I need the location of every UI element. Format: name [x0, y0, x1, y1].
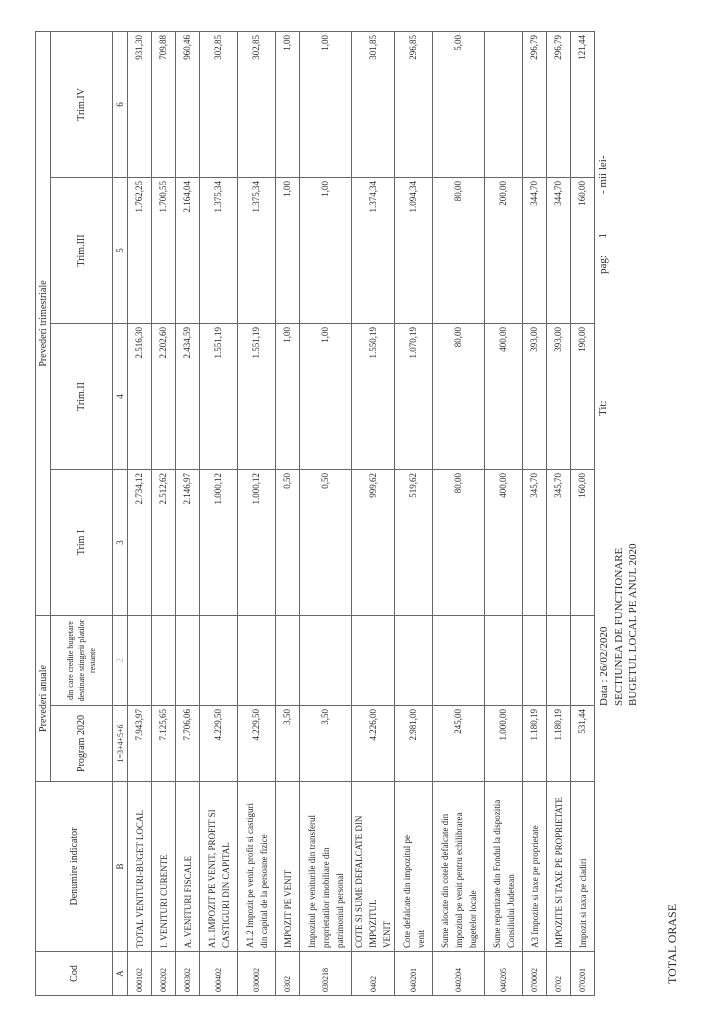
row-trim1: 80,00: [433, 469, 485, 615]
row-denumire-line: A1.2 Impozit pe venit, profit si castiguri: [244, 803, 255, 948]
row-din-care: [352, 615, 395, 705]
row-trim4: 931,30: [128, 31, 152, 177]
row-denumire: [176, 782, 200, 952]
row-din-care: [152, 615, 176, 705]
row-cod: 000302: [176, 952, 200, 996]
row-trim4: 1,00: [276, 31, 300, 177]
row-program: 1.180,19: [547, 706, 571, 782]
row-trim4: 709,88: [152, 31, 176, 177]
row-trim2: 393,00: [547, 323, 571, 469]
row-program: 7.125,65: [152, 706, 176, 782]
row-program: 3,50: [300, 706, 352, 782]
row-denumire-line: A3 Impozite si taxe pe proprietate: [529, 825, 540, 948]
table-row: [276, 31, 300, 995]
row-denumire: [200, 782, 238, 952]
row-trim2: 1,00: [300, 323, 352, 469]
row-din-care: [547, 615, 571, 705]
col-index-2: 2: [113, 615, 128, 705]
row-trim3: 1.094,34: [395, 177, 433, 323]
row-din-care: [485, 615, 523, 705]
row-denumire-line: Cote defalcate din impozitul pe: [401, 835, 412, 948]
table-row: [547, 31, 571, 995]
col-index-a: A: [113, 952, 128, 996]
page-value: 1: [597, 233, 609, 239]
table-row: [485, 31, 523, 995]
row-trim3: 1.762,25: [128, 177, 152, 323]
row-din-care: [176, 615, 200, 705]
row-denumire-line: Impozitul pe veniturile din transferul: [306, 815, 317, 948]
col-index-4: 4: [113, 323, 128, 469]
row-program: 1.180,19: [523, 706, 547, 782]
header-din-care: din care credite bugetare destinate stingerii platilor restante: [51, 615, 113, 705]
page-label: pag:: [597, 255, 609, 274]
row-denumire-line: Sume alocate din cotele defalcate din: [439, 813, 450, 948]
table-row: [300, 31, 352, 995]
row-trim2: 1.550,19: [352, 323, 395, 469]
row-program: 2.981,00: [395, 706, 433, 782]
row-trim2: 1,00: [276, 323, 300, 469]
row-din-care: [128, 615, 152, 705]
table-row: [395, 31, 433, 995]
table-row: [433, 31, 485, 995]
row-denumire: [128, 782, 152, 952]
row-denumire-line: din capital de la persoane fizice: [258, 834, 269, 948]
col-index-6: 6: [113, 31, 128, 177]
row-denumire-line: Sume repartizate din Fondul la dispozitia: [491, 799, 502, 948]
row-denumire-line: I. VENITURI CURENTE: [158, 854, 169, 948]
row-din-care: [238, 615, 276, 705]
row-denumire-line: TOTAL VENITURI-BUGET LOCAL: [134, 810, 145, 948]
row-denumire-line: CASTIGURI DIN CAPITAL: [220, 842, 231, 948]
header-trim4: Trim.IV: [51, 31, 113, 177]
row-denumire-line: A. VENITURI FISCALE: [182, 855, 193, 948]
header-trim1: Trim I: [51, 469, 113, 615]
row-trim2: 393,00: [523, 323, 547, 469]
row-trim1: 0,50: [300, 469, 352, 615]
row-program: 4.229,50: [238, 706, 276, 782]
row-trim3: 1.375,34: [200, 177, 238, 323]
col-index-b: B: [113, 782, 128, 952]
row-cod: 070002: [523, 952, 547, 996]
row-trim2: 400,00: [485, 323, 523, 469]
table-row: [176, 31, 200, 995]
row-trim1: 345,70: [547, 469, 571, 615]
row-din-care: [571, 615, 595, 705]
table-row: [152, 31, 176, 995]
report-scope: TOTAL ORASE: [665, 903, 679, 984]
row-trim3: 2.164,04: [176, 177, 200, 323]
row-trim1: 1.000,12: [200, 469, 238, 615]
row-trim1: 999,62: [352, 469, 395, 615]
budget-table: [35, 31, 595, 996]
row-denumire-line: Consiliului Judetean: [505, 874, 516, 948]
row-cod: 0702: [547, 952, 571, 996]
row-program: 4.226,00: [352, 706, 395, 782]
row-denumire: [352, 782, 395, 952]
row-trim2: 1.070,19: [395, 323, 433, 469]
row-trim2: 190,00: [571, 323, 595, 469]
table-row: [571, 31, 595, 995]
row-trim2: 80,00: [433, 323, 485, 469]
row-trim3: 160,00: [571, 177, 595, 323]
row-trim1: 1.000,12: [238, 469, 276, 615]
row-denumire-line: bugetelor locale: [467, 890, 478, 948]
report-subtitle: SECTIUNEA DE FUNCTIONARE: [613, 547, 625, 706]
table-body: [128, 31, 595, 995]
row-trim3: 80,00: [433, 177, 485, 323]
row-denumire: [523, 782, 547, 952]
table-row: [523, 31, 547, 995]
row-trim2: 2.516,30: [128, 323, 152, 469]
row-trim4: 296,85: [395, 31, 433, 177]
row-trim2: 2.202,60: [152, 323, 176, 469]
row-cod: 000402: [200, 952, 238, 996]
row-cod: 070201: [571, 952, 595, 996]
row-denumire: [238, 782, 276, 952]
row-denumire-line: IMPOZITE SI TAXE PE PROPRIETATE: [553, 797, 564, 948]
row-trim4: 121,44: [571, 31, 595, 177]
row-trim4: [485, 31, 523, 177]
row-denumire: [276, 782, 300, 952]
row-denumire: [547, 782, 571, 952]
header-cod: Cod: [36, 952, 113, 996]
row-denumire: [395, 782, 433, 952]
row-trim1: 2.512,62: [152, 469, 176, 615]
row-trim4: 296,79: [547, 31, 571, 177]
row-din-care: [523, 615, 547, 705]
header-prevederi-anuale: Prevederi anuale: [36, 615, 51, 781]
row-trim3: 1,00: [300, 177, 352, 323]
units-label: - mii lei-: [597, 155, 609, 194]
row-trim4: 302,85: [200, 31, 238, 177]
table-row: [352, 31, 395, 995]
row-trim3: 200,00: [485, 177, 523, 323]
table-row: [128, 31, 152, 995]
row-trim1: 2.734,12: [128, 469, 152, 615]
header-trim3: Trim.III: [51, 177, 113, 323]
row-denumire-line: impozitul pe venit pentru echilibrarea: [453, 812, 464, 948]
row-trim3: 1,00: [276, 177, 300, 323]
row-denumire-line: patrimoniul personal: [334, 873, 345, 948]
row-trim3: 1.375,34: [238, 177, 276, 323]
row-denumire-line: Impozit si taxa pe cladiri: [577, 858, 588, 948]
report-title: BUGETUL LOCAL PE ANUL 2020: [627, 543, 639, 706]
row-denumire-line: A1. IMPOZIT PE VENIT, PROFIT SI: [206, 809, 217, 948]
row-trim1: 2.146,97: [176, 469, 200, 615]
table-row: [238, 31, 276, 995]
row-trim2: 2.434,59: [176, 323, 200, 469]
row-program: 245,00: [433, 706, 485, 782]
row-denumire-line: venit: [415, 930, 426, 948]
row-cod: 030218: [300, 952, 352, 996]
row-trim3: 344,70: [547, 177, 571, 323]
row-cod: 000102: [128, 952, 152, 996]
col-index-5: 5: [113, 177, 128, 323]
row-cod: 0402: [352, 952, 395, 996]
row-program: 1.000,00: [485, 706, 523, 782]
tit-label: Tit:: [597, 400, 609, 416]
row-trim1: 345,70: [523, 469, 547, 615]
row-trim4: 302,85: [238, 31, 276, 177]
row-cod: 030002: [238, 952, 276, 996]
row-denumire-line: IMPOZIT PE VENIT: [282, 869, 293, 948]
row-cod: 040205: [485, 952, 523, 996]
row-trim3: 1.700,55: [152, 177, 176, 323]
row-trim4: 960,46: [176, 31, 200, 177]
row-program: 7.706,06: [176, 706, 200, 782]
row-cod: 000202: [152, 952, 176, 996]
col-index-1: 1=3+4+5+6: [113, 706, 128, 782]
header-trim2: Trim.II: [51, 323, 113, 469]
report-date: Data : 26/02/2020: [598, 626, 610, 706]
row-trim2: 1.551,19: [200, 323, 238, 469]
page-number: [597, 233, 609, 274]
row-denumire: [571, 782, 595, 952]
row-denumire: [433, 782, 485, 952]
row-din-care: [276, 615, 300, 705]
row-trim2: 1.551,19: [238, 323, 276, 469]
row-trim1: 0,50: [276, 469, 300, 615]
row-denumire-line: VENIT: [382, 921, 392, 948]
table-row: [200, 31, 238, 995]
row-din-care: [433, 615, 485, 705]
header-denumire: Denumire indicator: [36, 782, 113, 952]
row-trim3: 1.374,34: [352, 177, 395, 323]
col-index-3: 3: [113, 469, 128, 615]
row-cod: 0302: [276, 952, 300, 996]
row-program: 7.943,97: [128, 706, 152, 782]
row-trim1: 400,00: [485, 469, 523, 615]
row-cod: 040201: [395, 952, 433, 996]
row-din-care: [395, 615, 433, 705]
row-trim4: 296,79: [523, 31, 547, 177]
row-denumire: [152, 782, 176, 952]
row-trim4: 301,85: [352, 31, 395, 177]
row-denumire-line: proprietatilor imobiliare din: [320, 847, 331, 948]
row-trim1: 160,00: [571, 469, 595, 615]
row-din-care: [200, 615, 238, 705]
row-trim4: 1,00: [300, 31, 352, 177]
row-denumire: [485, 782, 523, 952]
row-program: 531,44: [571, 706, 595, 782]
row-denumire: [300, 782, 352, 952]
row-cod: 040204: [433, 952, 485, 996]
header-program: Program 2020: [51, 706, 113, 782]
row-program: 3,50: [276, 706, 300, 782]
row-trim3: 344,70: [523, 177, 547, 323]
header-prevederi-trimestriale: Prevederi trimestriale: [36, 31, 51, 615]
row-trim1: 519,62: [395, 469, 433, 615]
row-din-care: [300, 615, 352, 705]
row-program: 4.229,50: [200, 706, 238, 782]
row-denumire-line: COTE SI SUME DEFALCATE DIN IMPOZITUL: [354, 815, 378, 948]
row-trim4: 5,00: [433, 31, 485, 177]
